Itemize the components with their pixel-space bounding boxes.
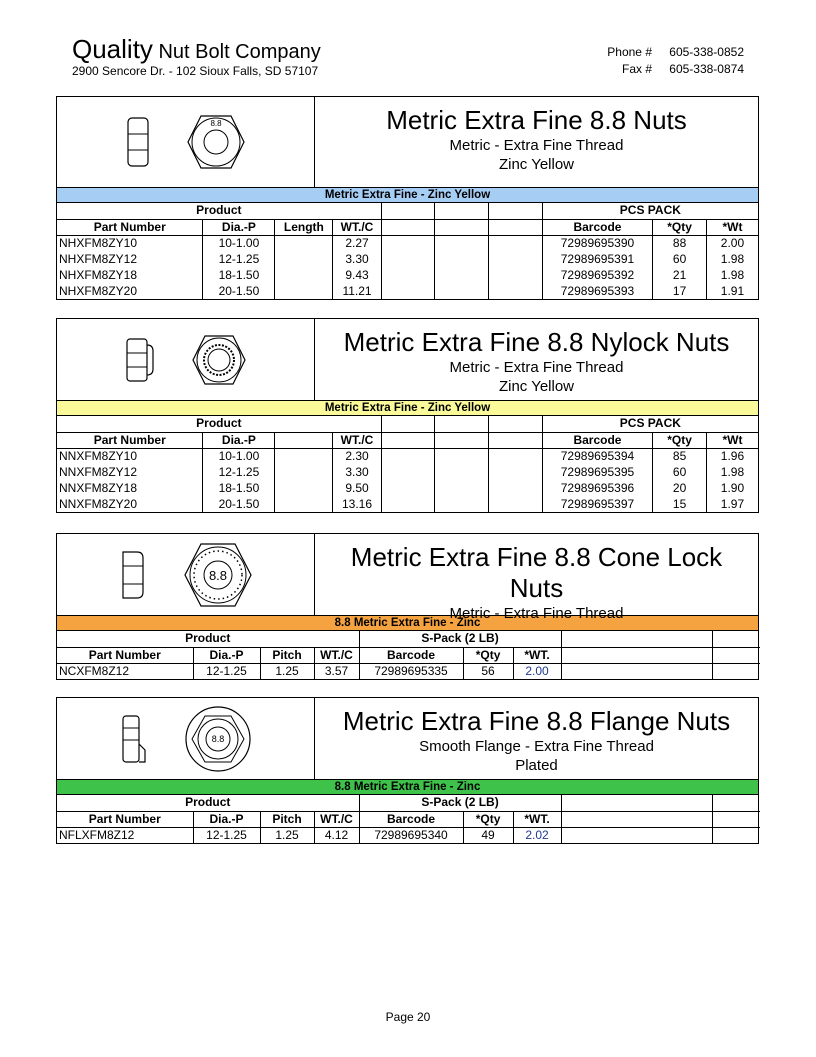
column-header: *Qty — [463, 647, 513, 663]
table-cell — [381, 267, 435, 283]
section-finish: Zinc Yellow — [498, 156, 575, 173]
phone-number: 605-338-0852 — [669, 45, 744, 59]
table-cell: 1.97 — [706, 496, 758, 512]
table-cell: 4.12 — [314, 827, 359, 843]
table-cell: 72989695394 — [542, 448, 653, 464]
product-rows — [57, 235, 758, 299]
cone-lock-nut-side-icon — [119, 550, 147, 600]
product-header: Product — [57, 795, 359, 811]
table-cell — [275, 235, 333, 251]
table-cell: 2.00 — [706, 235, 758, 251]
table-cell: 85 — [653, 448, 707, 464]
table-cell: 49 — [463, 827, 513, 843]
table-cell: 1.91 — [706, 283, 758, 299]
table-cell: NNXFM8ZY20 — [59, 496, 138, 511]
table-cell — [381, 480, 435, 496]
table-cell: 60 — [653, 251, 707, 267]
table-cell — [561, 827, 712, 843]
product-header: Product — [57, 631, 359, 647]
table-cell: 1.98 — [706, 464, 758, 480]
table-row — [57, 251, 758, 267]
table-cell: 1.98 — [706, 267, 758, 283]
table-cell — [435, 267, 489, 283]
product-table — [57, 795, 760, 843]
table-cell — [489, 267, 543, 283]
column-header: Barcode — [542, 219, 653, 235]
table-cell: 10-1.00 — [203, 235, 275, 251]
table-cell: 12-1.25 — [193, 663, 260, 679]
column-header: WT./C — [333, 219, 381, 235]
section-title-block — [315, 319, 758, 400]
section-subtitle: Metric - Extra Fine Thread — [449, 137, 624, 154]
product-rows — [57, 663, 760, 679]
table-cell — [435, 235, 489, 251]
table-cell — [275, 448, 333, 464]
table-cell: 56 — [463, 663, 513, 679]
column-header — [489, 219, 543, 235]
table-cell: NFLXFM8Z12 — [59, 827, 135, 842]
column-header: Barcode — [359, 811, 463, 827]
column-header: WT./C — [333, 432, 381, 448]
column-header: Barcode — [359, 647, 463, 663]
table-cell: 11.21 — [333, 283, 381, 299]
finish-band: Metric Extra Fine - Zinc Yellow — [57, 401, 758, 416]
table-cell: 72989695390 — [542, 235, 653, 251]
column-header: Part Number — [57, 811, 193, 827]
table-cell: 60 — [653, 464, 707, 480]
section-finish: Plated — [515, 757, 558, 774]
table-cell: 2.27 — [333, 235, 381, 251]
table-cell — [435, 480, 489, 496]
column-header: WT./C — [314, 647, 359, 663]
hex-nut-side-icon — [126, 116, 150, 168]
table-cell — [275, 464, 333, 480]
table-cell — [489, 235, 543, 251]
column-header: *Wt — [706, 219, 758, 235]
section-title-line2: Nuts — [509, 573, 564, 603]
column-header: Barcode — [542, 432, 653, 448]
column-header — [381, 432, 435, 448]
cone-lock-nut-top-icon — [183, 542, 253, 608]
table-cell — [381, 283, 435, 299]
column-headers — [57, 219, 758, 235]
table-cell: 88 — [653, 235, 707, 251]
section-cone-lock-nuts — [56, 533, 759, 680]
product-header: Product — [57, 416, 381, 432]
table-cell: 3.30 — [333, 251, 381, 267]
table-cell: 12-1.25 — [203, 251, 275, 267]
table-cell: 13.16 — [333, 496, 381, 512]
column-headers — [57, 811, 760, 827]
product-header: Product — [57, 203, 381, 219]
table-cell: 1.90 — [706, 480, 758, 496]
hex-nut-top-icon — [186, 114, 246, 170]
table-cell: 1.25 — [260, 827, 314, 843]
table-cell — [489, 283, 543, 299]
table-cell: 1.98 — [706, 251, 758, 267]
table-cell: 72989695335 — [359, 663, 463, 679]
product-picture — [57, 698, 315, 779]
section-title: Metric Extra Fine 8.8 Nylock Nuts — [343, 327, 730, 357]
table-cell — [275, 283, 333, 299]
table-cell: NHXFM8ZY12 — [59, 251, 138, 266]
table-cell: 72989695393 — [542, 283, 653, 299]
table-cell: 21 — [653, 267, 707, 283]
table-row — [57, 663, 760, 679]
table-cell — [381, 496, 435, 512]
table-cell: 20 — [653, 480, 707, 496]
table-cell — [275, 480, 333, 496]
column-header — [381, 219, 435, 235]
finish-band: 8.8 Metric Extra Fine - Zinc — [57, 780, 758, 795]
section-title-block — [315, 698, 758, 779]
table-cell: NNXFM8ZY18 — [59, 480, 138, 495]
column-header: *Qty — [653, 219, 707, 235]
table-cell: 12-1.25 — [203, 464, 275, 480]
section-title-block — [315, 534, 758, 622]
column-headers — [57, 432, 758, 448]
table-cell — [435, 283, 489, 299]
product-picture — [57, 97, 315, 187]
table-cell — [381, 235, 435, 251]
column-headers — [57, 647, 760, 663]
nylock-nut-top-icon — [191, 334, 247, 386]
table-cell — [489, 448, 543, 464]
column-header: Length — [275, 219, 333, 235]
table-cell: NCXFM8Z12 — [59, 663, 130, 678]
column-header — [561, 647, 712, 663]
table-cell: 15 — [653, 496, 707, 512]
table-cell — [275, 496, 333, 512]
column-header: WT./C — [314, 811, 359, 827]
finish-band: 8.8 Metric Extra Fine - Zinc — [57, 616, 758, 631]
table-cell: 9.50 — [333, 480, 381, 496]
table-cell — [381, 448, 435, 464]
table-cell — [275, 251, 333, 267]
column-header: *Qty — [653, 432, 707, 448]
table-cell: NNXFM8ZY10 — [59, 448, 138, 463]
table-row — [57, 235, 758, 251]
table-cell: 72989695392 — [542, 267, 653, 283]
table-cell: 12-1.25 — [193, 827, 260, 843]
company-address: 2900 Sencore Dr. - 102 Sioux Falls, SD 57107 — [72, 64, 319, 78]
table-cell: NHXFM8ZY20 — [59, 283, 138, 298]
table-cell: 72989695395 — [542, 464, 653, 480]
section-subtitle: Metric - Extra Fine Thread — [449, 359, 624, 376]
column-header — [275, 432, 333, 448]
nylock-nut-side-icon — [125, 337, 155, 383]
table-cell — [435, 464, 489, 480]
hex-grade-label: 8.8 — [209, 119, 222, 128]
column-header: Part Number — [57, 219, 203, 235]
product-rows — [57, 448, 758, 512]
table-cell — [381, 464, 435, 480]
column-header: Part Number — [57, 647, 193, 663]
product-table — [57, 631, 760, 679]
contact-info — [592, 44, 744, 78]
table-cell — [381, 251, 435, 267]
table-cell: 2.02 — [513, 827, 561, 843]
table-cell — [435, 251, 489, 267]
product-table — [57, 416, 758, 512]
column-header — [561, 811, 712, 827]
column-header — [489, 432, 543, 448]
product-picture — [57, 319, 315, 400]
column-header: Dia.-P — [193, 811, 260, 827]
flange-grade-label: 8.8 — [211, 733, 224, 744]
table-cell: NHXFM8ZY18 — [59, 267, 138, 282]
finish-band: Metric Extra Fine - Zinc Yellow — [57, 188, 758, 203]
column-header — [435, 219, 489, 235]
pack-header: S-Pack (2 LB) — [359, 631, 561, 647]
column-header: Dia.-P — [203, 219, 275, 235]
product-picture — [57, 534, 315, 615]
table-row — [57, 496, 758, 512]
column-header: Part Number — [57, 432, 203, 448]
table-cell — [275, 267, 333, 283]
fax-number: 605-338-0874 — [669, 62, 744, 76]
column-header: *WT. — [513, 647, 561, 663]
flange-nut-side-icon — [119, 714, 147, 764]
section-finish: Zinc Yellow — [498, 378, 575, 395]
table-row — [57, 464, 758, 480]
section-hex-nuts — [56, 96, 759, 300]
column-header: Dia.-P — [203, 432, 275, 448]
column-header — [712, 647, 760, 663]
column-header: Pitch — [260, 811, 314, 827]
table-row — [57, 827, 760, 843]
column-header: *Qty — [463, 811, 513, 827]
table-cell: 20-1.50 — [203, 283, 275, 299]
table-row — [57, 448, 758, 464]
table-cell — [435, 496, 489, 512]
column-header — [435, 432, 489, 448]
cone-grade-label: 8.8 — [208, 567, 227, 583]
pack-header: PCS PACK — [542, 203, 758, 219]
column-header — [712, 811, 760, 827]
product-table — [57, 203, 758, 299]
table-cell: NNXFM8ZY12 — [59, 464, 138, 479]
table-cell: 72989695397 — [542, 496, 653, 512]
table-cell — [489, 480, 543, 496]
table-cell: 72989695396 — [542, 480, 653, 496]
section-subtitle: Metric - Extra Fine Thread — [449, 605, 624, 622]
table-cell — [489, 251, 543, 267]
page-number: Page 20 — [385, 1010, 431, 1024]
section-title: Metric Extra Fine 8.8 Flange Nuts — [342, 706, 731, 736]
product-rows — [57, 827, 760, 843]
section-flange-nuts — [56, 697, 759, 844]
table-cell: 3.30 — [333, 464, 381, 480]
table-row — [57, 480, 758, 496]
page-header — [72, 34, 744, 84]
table-cell: 1.96 — [706, 448, 758, 464]
table-cell: 2.30 — [333, 448, 381, 464]
section-title: Metric Extra Fine 8.8 Cone Lock — [350, 542, 723, 572]
table-row — [57, 267, 758, 283]
table-cell — [712, 827, 760, 843]
table-cell: 18-1.50 — [203, 267, 275, 283]
table-cell: NHXFM8ZY10 — [59, 235, 138, 250]
table-cell — [489, 496, 543, 512]
fax-label: Fax # — [621, 62, 652, 76]
section-title: Metric Extra Fine 8.8 Nuts — [386, 105, 687, 135]
table-cell: 17 — [653, 283, 707, 299]
table-cell: 18-1.50 — [203, 480, 275, 496]
table-cell: 3.57 — [314, 663, 359, 679]
table-row — [57, 283, 758, 299]
phone-label: Phone # — [607, 45, 652, 59]
column-header: *WT. — [513, 811, 561, 827]
table-cell — [489, 464, 543, 480]
table-cell — [712, 663, 760, 679]
company-name: Quality Nut Bolt Company — [72, 34, 321, 64]
table-cell: 9.43 — [333, 267, 381, 283]
table-cell: 72989695340 — [359, 827, 463, 843]
flange-nut-top-icon — [183, 704, 253, 774]
table-cell — [561, 663, 712, 679]
column-header: Dia.-P — [193, 647, 260, 663]
table-cell: 20-1.50 — [203, 496, 275, 512]
table-cell — [435, 448, 489, 464]
column-header: *Wt — [706, 432, 758, 448]
pack-header: PCS PACK — [542, 416, 758, 432]
column-header: Pitch — [260, 647, 314, 663]
table-cell: 10-1.00 — [203, 448, 275, 464]
table-cell: 2.00 — [513, 663, 561, 679]
table-cell: 1.25 — [260, 663, 314, 679]
pack-header: S-Pack (2 LB) — [359, 795, 561, 811]
section-nylock-nuts — [56, 318, 759, 513]
section-title-block — [315, 97, 758, 187]
table-cell: 72989695391 — [542, 251, 653, 267]
section-subtitle: Smooth Flange - Extra Fine Thread — [419, 738, 654, 755]
